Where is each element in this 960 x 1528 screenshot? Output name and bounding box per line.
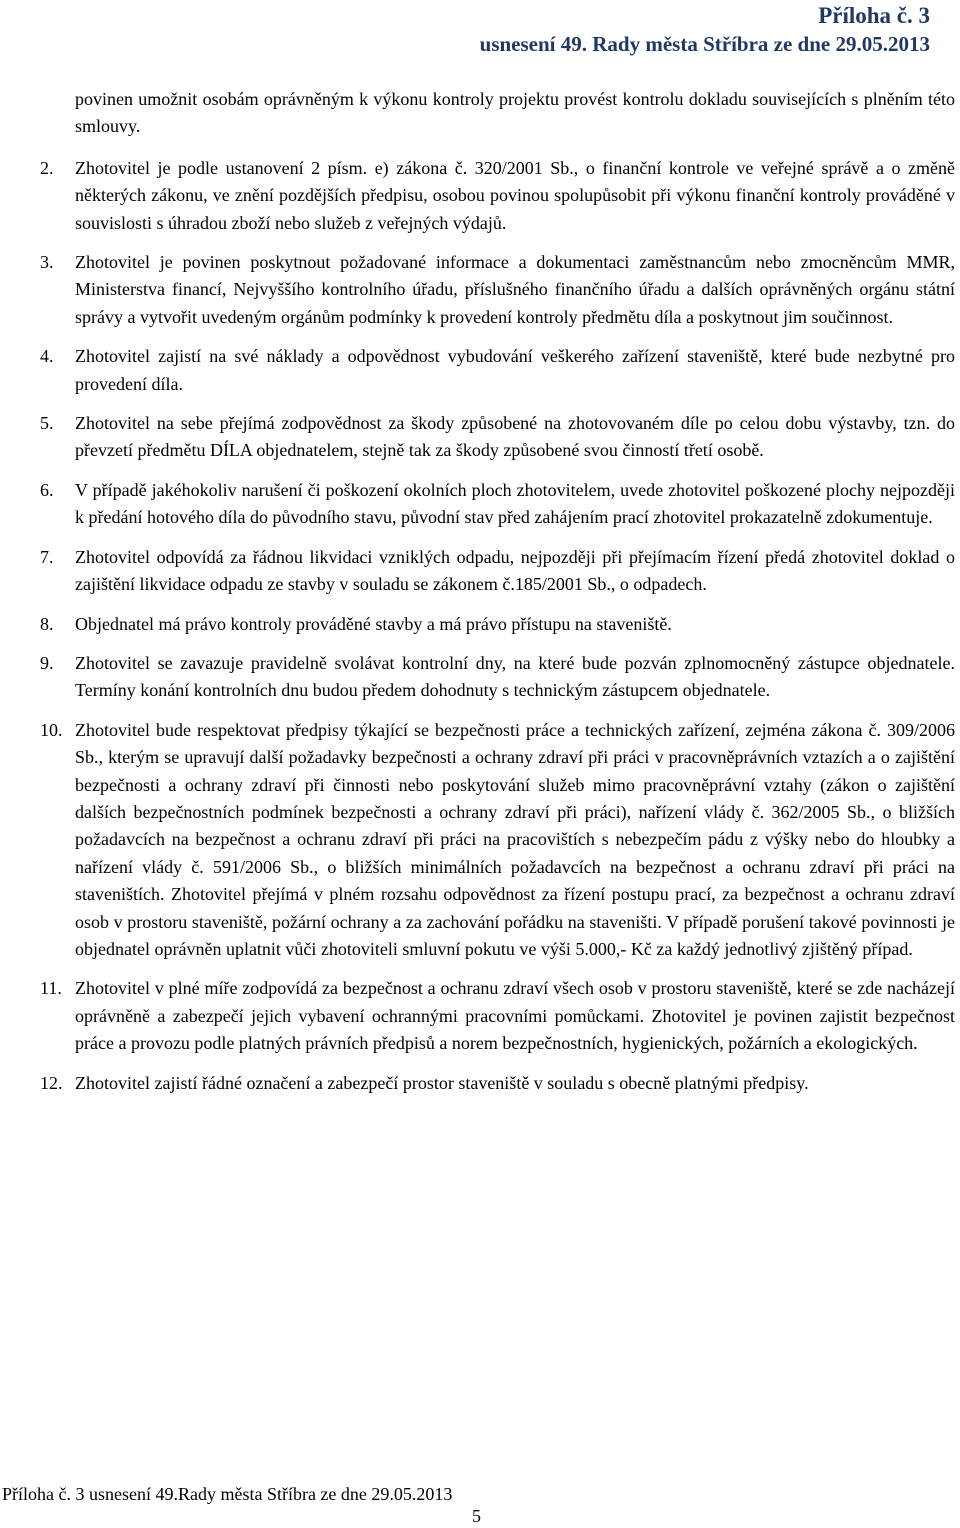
list-item-9 [40,650,955,705]
item-text: Zhotovitel se zavazuje pravidelně svolávat kontrolní dny, na které bude pozván zplnomocněný zástupce objednatele. Termíny konání kontrolních dnu budou předem dohodnuty s technickým zástupcem objednatele. [75,652,955,701]
attachment-title: Příloha č. 3 [818,3,930,28]
item-number: 4. [40,346,54,367]
list-item-5 [40,410,955,465]
page-header [230,0,930,58]
intro-paragraph: povinen umožnit osobám oprávněným k výkonu kontroly projektu provést kontrolu dokladu souvisejících s plněním této smlouvy. [75,89,955,137]
item-text: Zhotovitel zajistí řádné označení a zabezpečí prostor staveniště v souladu s obecně platnými předpisy. [75,1072,809,1093]
page-number: 5 [472,1506,481,1526]
item-number: 3. [40,252,54,273]
item-text: V případě jakéhokoliv narušení či poškození okolních ploch zhotovitelem, uvede zhotovitel poškozené plochy nejpozději k předání hotového díla do původního stavu, původní stav před zahájením prací zhotovitel prokazatelně zdokumentuje. [75,479,955,528]
item-number: 7. [40,546,54,567]
item-text: Objednatel má právo kontroly prováděné stavby a má právo přístupu na staveniště. [75,613,672,634]
footer-text: Příloha č. 3 usnesení 49.Rady města Stříbra ze dne 29.05.2013 [2,1484,453,1504]
item-number: 11. [40,978,62,999]
item-number: 2. [40,157,54,178]
item-number: 5. [40,413,54,434]
item-text: Zhotovitel zajistí na své náklady a odpovědnost vybudování veškerého zařízení staveniště, které bude nezbytné pro provedení díla. [75,346,955,394]
item-number: 10. [40,719,63,740]
list-item-2 [40,155,955,237]
item-text: Zhotovitel je podle ustanovení 2 písm. e) zákona č. 320/2001 Sb., o finanční kontrole ve veřejné správě a o změně některých zákonu, ve znění pozdějších předpisu, osobou povinou spolupůsobit při výkonu finanční kontroly prováděné v souvislosti s úhradou zboží nebo služeb z veřejných výdajů. [75,157,955,233]
list-item-4 [40,343,955,398]
item-number: 8. [40,613,54,634]
item-text: Zhotovitel v plné míře zodpovídá za bezpečnost a ochranu zdraví všech osob v prostoru staveniště, které se zde nacházejí oprávněně a zabezpečí jejich vybavení ochrannými pracovními pomůckami. Zhotovitel je povinen zajistit bezpečnost práce a provozu podle platných právních předpisů a norem bezpečnostních, hygienických, požárních a ekologických. [75,978,955,1054]
item-number: 9. [40,652,54,673]
item-text: Zhotovitel odpovídá za řádnou likvidaci vzniklých odpadu, nejpozději při přejímacím řízení předá zhotovitel doklad o zajištění likvidace odpadu ze stavby v souladu se zákonem č.185/2001 Sb., o odpadech. [75,546,955,595]
item-number: 6. [40,479,54,500]
item-number: 12. [40,1072,63,1093]
item-text: Zhotovitel bude respektovat předpisy týkající se bezpečnosti práce a technických zařízení, zejména zákona č. 309/2006 Sb., kterým se upravují další požadavky bezpečnosti a ochrany zdraví při práci v pracovněprávních vztazích a o zajištění bezpečnosti a ochrany zdraví při činnosti nebo poskytování služeb mimo pracovněprávní vztahy (zákon o zajištění dalších bezpečnostních podmínek bezpečnosti a ochrany zdraví při práci), nařízení vlády č. 362/2005 Sb., o bližších požadavcích na bezpečnost a ochranu zdraví při práci na pracovištích s nebezpečím pádu z výšky nebo do hloubky a nařízení vlády č. 591/2006 Sb., o bližších minimálních požadavcích na bezpečnost a ochranu zdraví při práci na staveništích. Zhotovitel přejímá v plném rozsahu odpovědnost za řízení postupu prací, za bezpečnost a ochranu zdraví osob v prostoru staveniště, požární ochrany a za zachování pořádku na staveništi. V případě porušení takové povinnosti je objednatel oprávněn uplatnit vůči zhotoviteli smluvní pokutu ve výši 5.000,- Kč za každý jednotlivý zjištěný případ. [75,719,955,959]
list-item-12 [40,1070,955,1097]
list-item-8 [40,611,955,638]
list-item-11 [40,975,955,1057]
list-item-6 [40,477,955,532]
document-body [40,86,955,1097]
list-item-3 [40,249,955,331]
item-text: Zhotovitel na sebe přejímá zodpovědnost za škody způsobené na zhotovovaném díle po celou dobu výstavby, tzn. do převzetí předmětu DÍLA objednatelem, stejně tak za škody způsobené svou činností třetí osobě. [75,413,955,461]
resolution-title: usnesení 49. Rady města Stříbra ze dne 29.05.2013 [479,32,930,56]
item-text: Zhotovitel je povinen poskytnout požadované informace a dokumentaci zaměstnancům nebo zmocněncům MMR, Ministerstva financí, Nejvyššího kontrolního úřadu, příslušného finančního úřadu a dalších oprávněných orgánu státní správy a vytvořit uvedeným orgánům podmínky k provedení kontroly předmětu díla a poskytnout jim součinnost. [75,252,955,327]
list-item-10 [40,717,955,964]
list-item-7 [40,544,955,599]
